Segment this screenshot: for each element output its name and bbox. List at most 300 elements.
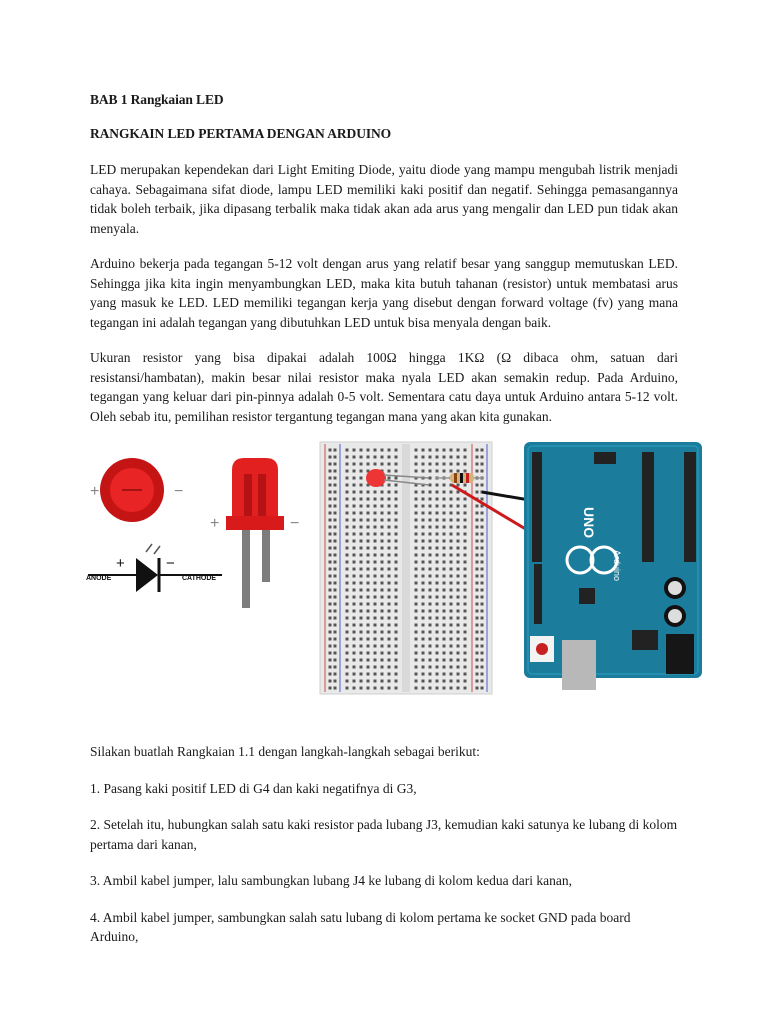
- breadboard-hole: [450, 575, 453, 578]
- breadboard-hole: [346, 540, 349, 543]
- breadboard-hole: [388, 673, 391, 676]
- breadboard-hole: [481, 547, 484, 550]
- breadboard-hole: [415, 498, 418, 501]
- breadboard-hole: [450, 498, 453, 501]
- breadboard-hole: [346, 463, 349, 466]
- breadboard-hole: [388, 470, 391, 473]
- breadboard-hole: [329, 554, 332, 557]
- breadboard-hole: [476, 554, 479, 557]
- breadboard-hole: [334, 463, 337, 466]
- breadboard-hole: [388, 561, 391, 564]
- breadboard-hole: [388, 680, 391, 683]
- breadboard-hole: [346, 610, 349, 613]
- breadboard-hole: [346, 638, 349, 641]
- step-2: 2. Setelah itu, hubungkan salah satu kaki resistor pada lubang J3, kemudian kaki satunya ke lubang di kolom pertama dari kanan,: [90, 817, 678, 852]
- breadboard-hole: [367, 540, 370, 543]
- breadboard-hole: [464, 547, 467, 550]
- breadboard-hole: [367, 456, 370, 459]
- breadboard-hole: [367, 610, 370, 613]
- breadboard-hole: [360, 659, 363, 662]
- breadboard-hole: [481, 449, 484, 452]
- breadboard-hole: [395, 680, 398, 683]
- breadboard-hole: [415, 631, 418, 634]
- breadboard-hole: [436, 554, 439, 557]
- breadboard-hole: [450, 624, 453, 627]
- breadboard-hole: [436, 498, 439, 501]
- bb-led: [366, 469, 386, 487]
- breadboard-hole: [381, 561, 384, 564]
- breadboard-hole: [443, 512, 446, 515]
- breadboard-hole: [329, 589, 332, 592]
- breadboard-hole: [360, 505, 363, 508]
- breadboard-hole: [429, 687, 432, 690]
- breadboard-hole: [457, 547, 460, 550]
- breadboard-hole: [360, 484, 363, 487]
- breadboard-hole: [334, 596, 337, 599]
- step-4: 4. Ambil kabel jumper, sambungkan salah satu lubang di kolom pertama ke socket GND pada board Arduino,: [90, 909, 631, 944]
- breadboard-hole: [436, 631, 439, 634]
- breadboard-hole: [429, 666, 432, 669]
- breadboard-hole: [429, 617, 432, 620]
- breadboard-hole: [395, 666, 398, 669]
- breadboard-hole: [395, 505, 398, 508]
- breadboard-hole: [457, 456, 460, 459]
- breadboard-hole: [436, 680, 439, 683]
- breadboard-hole: [360, 617, 363, 620]
- breadboard-hole: [353, 610, 356, 613]
- breadboard-hole: [329, 687, 332, 690]
- breadboard-hole: [481, 561, 484, 564]
- breadboard-hole: [422, 505, 425, 508]
- breadboard-hole: [429, 610, 432, 613]
- breadboard-hole: [360, 638, 363, 641]
- breadboard-hole: [334, 652, 337, 655]
- breadboard-hole: [450, 554, 453, 557]
- breadboard-hole: [481, 666, 484, 669]
- breadboard-hole: [443, 533, 446, 536]
- breadboard-hole: [360, 603, 363, 606]
- breadboard-hole: [422, 561, 425, 564]
- breadboard-hole: [450, 617, 453, 620]
- breadboard-hole: [388, 456, 391, 459]
- breadboard-hole: [415, 589, 418, 592]
- breadboard-hole: [422, 687, 425, 690]
- breadboard-hole: [443, 484, 446, 487]
- breadboard-hole: [367, 596, 370, 599]
- breadboard-hole: [464, 498, 467, 501]
- breadboard-hole: [429, 519, 432, 522]
- breadboard-hole: [329, 617, 332, 620]
- breadboard-hole: [334, 624, 337, 627]
- breadboard-hole: [450, 526, 453, 529]
- breadboard-hole: [457, 554, 460, 557]
- breadboard-hole: [481, 610, 484, 613]
- breadboard-hole: [374, 638, 377, 641]
- breadboard-hole: [346, 470, 349, 473]
- breadboard-hole: [388, 547, 391, 550]
- breadboard-hole: [360, 491, 363, 494]
- breadboard-hole: [481, 659, 484, 662]
- breadboard-hole: [381, 589, 384, 592]
- breadboard-hole: [443, 673, 446, 676]
- breadboard-hole: [415, 491, 418, 494]
- breadboard-hole: [415, 470, 418, 473]
- breadboard-hole: [353, 505, 356, 508]
- breadboard-hole: [457, 631, 460, 634]
- breadboard-hole: [422, 491, 425, 494]
- breadboard-hole: [476, 463, 479, 466]
- breadboard-hole: [329, 561, 332, 564]
- breadboard-hole: [395, 645, 398, 648]
- breadboard-hole: [436, 568, 439, 571]
- breadboard-hole: [415, 449, 418, 452]
- breadboard-hole: [436, 603, 439, 606]
- breadboard-hole: [415, 687, 418, 690]
- breadboard-hole: [334, 449, 337, 452]
- breadboard-hole: [353, 680, 356, 683]
- breadboard-hole: [443, 589, 446, 592]
- breadboard-hole: [457, 652, 460, 655]
- breadboard-hole: [329, 575, 332, 578]
- breadboard-hole: [395, 631, 398, 634]
- breadboard-hole: [381, 687, 384, 690]
- breadboard-hole: [360, 498, 363, 501]
- breadboard-hole: [360, 645, 363, 648]
- breadboard-hole: [388, 575, 391, 578]
- breadboard-hole: [360, 568, 363, 571]
- breadboard-hole: [395, 554, 398, 557]
- breadboard-hole: [346, 631, 349, 634]
- breadboard-hole: [329, 624, 332, 627]
- breadboard-hole: [360, 561, 363, 564]
- breadboard-hole: [353, 659, 356, 662]
- breadboard-hole: [360, 575, 363, 578]
- breadboard-hole: [450, 687, 453, 690]
- breadboard-hole: [476, 596, 479, 599]
- breadboard-hole: [346, 575, 349, 578]
- breadboard-hole: [346, 519, 349, 522]
- step-3: 3. Ambil kabel jumper, lalu sambungkan lubang J4 ke lubang di kolom kedua dari kanan,: [90, 873, 572, 888]
- breadboard-hole: [415, 617, 418, 620]
- breadboard-hole: [422, 645, 425, 648]
- breadboard-hole: [367, 547, 370, 550]
- breadboard-hole: [329, 519, 332, 522]
- breadboard-hole: [457, 617, 460, 620]
- breadboard-hole: [367, 631, 370, 634]
- breadboard-hole: [481, 554, 484, 557]
- breadboard-hole: [334, 582, 337, 585]
- breadboard-hole: [329, 547, 332, 550]
- breadboard-hole: [450, 547, 453, 550]
- breadboard-hole: [422, 680, 425, 683]
- breadboard-hole: [422, 456, 425, 459]
- breadboard-hole: [481, 470, 484, 473]
- breadboard-hole: [429, 533, 432, 536]
- breadboard-hole: [476, 533, 479, 536]
- breadboard-hole: [367, 491, 370, 494]
- breadboard-hole: [374, 540, 377, 543]
- breadboard-hole: [422, 666, 425, 669]
- breadboard-hole: [367, 575, 370, 578]
- breadboard-hole: [329, 645, 332, 648]
- breadboard-hole: [457, 540, 460, 543]
- breadboard-hole: [395, 603, 398, 606]
- breadboard-hole: [360, 526, 363, 529]
- breadboard-hole: [381, 680, 384, 683]
- breadboard-hole: [381, 596, 384, 599]
- breadboard-hole: [415, 575, 418, 578]
- breadboard-hole: [388, 596, 391, 599]
- breadboard-hole: [464, 603, 467, 606]
- breadboard-hole: [464, 575, 467, 578]
- breadboard-hole: [457, 687, 460, 690]
- breadboard-hole: [422, 652, 425, 655]
- breadboard-hole: [388, 540, 391, 543]
- diode-minus: −: [166, 555, 175, 572]
- breadboard-hole: [360, 687, 363, 690]
- breadboard-hole: [346, 456, 349, 459]
- breadboard-hole: [353, 456, 356, 459]
- breadboard-hole: [381, 645, 384, 648]
- breadboard-hole: [481, 687, 484, 690]
- breadboard-hole: [374, 687, 377, 690]
- breadboard-hole: [443, 645, 446, 648]
- breadboard-hole: [443, 498, 446, 501]
- breadboard-hole: [415, 603, 418, 606]
- breadboard-hole: [464, 652, 467, 655]
- breadboard-hole: [422, 470, 425, 473]
- breadboard-hole: [374, 491, 377, 494]
- breadboard-hole: [334, 505, 337, 508]
- breadboard-hole: [374, 673, 377, 676]
- breadboard-hole: [367, 680, 370, 683]
- breadboard-hole: [415, 519, 418, 522]
- breadboard-hole: [476, 505, 479, 508]
- breadboard-hole: [450, 561, 453, 564]
- breadboard-hole: [422, 596, 425, 599]
- breadboard-hole: [415, 526, 418, 529]
- breadboard-hole: [422, 673, 425, 676]
- breadboard-hole: [346, 652, 349, 655]
- breadboard-hole: [436, 645, 439, 648]
- breadboard-hole: [367, 512, 370, 515]
- breadboard-hole: [334, 547, 337, 550]
- breadboard-hole: [450, 603, 453, 606]
- breadboard-hole: [481, 582, 484, 585]
- breadboard-hole: [353, 554, 356, 557]
- breadboard-hole: [481, 568, 484, 571]
- breadboard-hole: [476, 456, 479, 459]
- breadboard-hole: [429, 596, 432, 599]
- breadboard-hole: [381, 449, 384, 452]
- breadboard-hole: [429, 645, 432, 648]
- breadboard-hole: [367, 659, 370, 662]
- breadboard-hole: [429, 568, 432, 571]
- breadboard-hole: [443, 617, 446, 620]
- breadboard-hole: [457, 512, 460, 515]
- breadboard-hole: [481, 645, 484, 648]
- breadboard-hole: [457, 589, 460, 592]
- breadboard-hole: [367, 666, 370, 669]
- breadboard-hole: [360, 456, 363, 459]
- breadboard-hole: [464, 659, 467, 662]
- breadboard-hole: [334, 456, 337, 459]
- breadboard-hole: [346, 498, 349, 501]
- breadboard-hole: [464, 449, 467, 452]
- breadboard-hole: [353, 617, 356, 620]
- breadboard-hole: [388, 519, 391, 522]
- breadboard-hole: [334, 687, 337, 690]
- breadboard-hole: [464, 610, 467, 613]
- breadboard-hole: [481, 617, 484, 620]
- breadboard-hole: [360, 512, 363, 515]
- breadboard-hole: [476, 603, 479, 606]
- breadboard-hole: [346, 484, 349, 487]
- breadboard-hole: [360, 470, 363, 473]
- breadboard-hole: [422, 512, 425, 515]
- breadboard-hole: [395, 484, 398, 487]
- breadboard-hole: [381, 624, 384, 627]
- breadboard-hole: [360, 533, 363, 536]
- breadboard-hole: [346, 568, 349, 571]
- breadboard-hole: [329, 568, 332, 571]
- breadboard-hole: [346, 645, 349, 648]
- breadboard-hole: [381, 547, 384, 550]
- breadboard-hole: [346, 673, 349, 676]
- breadboard-hole: [457, 582, 460, 585]
- breadboard-hole: [367, 617, 370, 620]
- breadboard-hole: [415, 561, 418, 564]
- breadboard-hole: [395, 568, 398, 571]
- breadboard-hole: [464, 624, 467, 627]
- breadboard-hole: [360, 477, 363, 480]
- breadboard-hole: [481, 484, 484, 487]
- breadboard-hole: [457, 659, 460, 662]
- breadboard-hole: [443, 554, 446, 557]
- breadboard-hole: [443, 666, 446, 669]
- breadboard-hole: [415, 680, 418, 683]
- breadboard-hole: [360, 624, 363, 627]
- breadboard-hole: [346, 491, 349, 494]
- breadboard-hole: [464, 554, 467, 557]
- steps-section: [90, 742, 678, 964]
- breadboard-hole: [334, 561, 337, 564]
- breadboard-hole: [381, 554, 384, 557]
- breadboard-hole: [415, 645, 418, 648]
- breadboard-hole: [374, 582, 377, 585]
- breadboard-hole: [353, 638, 356, 641]
- breadboard-hole: [329, 638, 332, 641]
- breadboard-hole: [353, 568, 356, 571]
- breadboard-hole: [457, 638, 460, 641]
- breadboard-hole: [395, 659, 398, 662]
- breadboard-hole: [395, 456, 398, 459]
- breadboard-hole: [415, 533, 418, 536]
- breadboard-hole: [374, 449, 377, 452]
- breadboard-hole: [464, 512, 467, 515]
- breadboard-hole: [395, 540, 398, 543]
- breadboard-hole: [436, 666, 439, 669]
- breadboard-hole: [388, 638, 391, 641]
- breadboard-hole: [476, 568, 479, 571]
- breadboard-hole: [374, 512, 377, 515]
- breadboard-hole: [481, 589, 484, 592]
- breadboard-hole: [436, 687, 439, 690]
- breadboard-hole: [346, 659, 349, 662]
- paragraph-led-intro: LED merupakan kependekan dari Light Emiting Diode, yaitu diode yang mampu mengubah listrik menjadi cahaya. Sebagaimana sifat diode, lampu LED memiliki kaki positif dan negatif. Sehingga pemasangannya tidak boleh terbaik, jika dipasang terbalik maka tidak akan ada arus yang mengalir dan LED pun tidak akan menyala.: [90, 162, 678, 236]
- document-body: [90, 92, 678, 442]
- breadboard-hole: [346, 666, 349, 669]
- breadboard-hole: [450, 456, 453, 459]
- breadboard-hole: [450, 638, 453, 641]
- diode-symbol: [86, 544, 222, 592]
- breadboard-hole: [422, 519, 425, 522]
- breadboard-hole: [329, 680, 332, 683]
- breadboard-hole: [422, 463, 425, 466]
- breadboard-hole: [464, 666, 467, 669]
- breadboard-hole: [395, 449, 398, 452]
- breadboard-hole: [388, 505, 391, 508]
- breadboard-hole: [443, 582, 446, 585]
- breadboard-hole: [450, 533, 453, 536]
- breadboard-hole: [346, 624, 349, 627]
- breadboard-hole: [436, 519, 439, 522]
- breadboard-hole: [481, 631, 484, 634]
- breadboard-hole: [353, 512, 356, 515]
- breadboard-hole: [481, 603, 484, 606]
- breadboard-hole: [443, 463, 446, 466]
- breadboard-hole: [436, 526, 439, 529]
- breadboard-hole: [457, 680, 460, 683]
- breadboard-hole: [422, 582, 425, 585]
- breadboard-hole: [457, 624, 460, 627]
- breadboard-hole: [422, 449, 425, 452]
- breadboard-hole: [388, 463, 391, 466]
- breadboard-hole: [450, 463, 453, 466]
- breadboard-hole: [436, 491, 439, 494]
- breadboard-hole: [429, 652, 432, 655]
- breadboard-hole: [395, 617, 398, 620]
- breadboard-hole: [334, 554, 337, 557]
- breadboard-hole: [381, 540, 384, 543]
- breadboard-hole: [481, 673, 484, 676]
- led-top-view: [90, 458, 183, 522]
- breadboard-hole: [422, 540, 425, 543]
- breadboard-hole: [464, 687, 467, 690]
- breadboard-hole: [381, 673, 384, 676]
- breadboard-hole: [450, 666, 453, 669]
- breadboard-hole: [429, 512, 432, 515]
- breadboard-hole: [381, 463, 384, 466]
- breadboard-hole: [443, 505, 446, 508]
- breadboard-hole: [422, 603, 425, 606]
- breadboard-hole: [329, 652, 332, 655]
- breadboard-hole: [457, 575, 460, 578]
- breadboard-hole: [464, 484, 467, 487]
- breadboard-hole: [415, 666, 418, 669]
- breadboard-hole: [388, 610, 391, 613]
- led-top-minus: −: [174, 483, 184, 500]
- paragraph-arduino-voltage: Arduino bekerja pada tegangan 5-12 volt dengan arus yang relatif besar yang sanggup memutuskan LED. Sehingga jika kita ingin menyambungkan LED, maka kita butuh tahanan (resistor) untuk membatasi arus yang masuk ke LED. LED memiliki tegangan kerja yang disebut dengan forward voltage (fv) yang mana tegangan ini adalah tegangan yang dibutuhkan LED untuk bisa menyala dengan baik.: [90, 256, 678, 330]
- breadboard-hole: [481, 498, 484, 501]
- breadboard-hole: [395, 512, 398, 515]
- board-name: UNO: [581, 507, 597, 539]
- breadboard-hole: [346, 547, 349, 550]
- breadboard-hole: [450, 659, 453, 662]
- breadboard-hole: [422, 624, 425, 627]
- breadboard-hole: [381, 533, 384, 536]
- breadboard-hole: [436, 470, 439, 473]
